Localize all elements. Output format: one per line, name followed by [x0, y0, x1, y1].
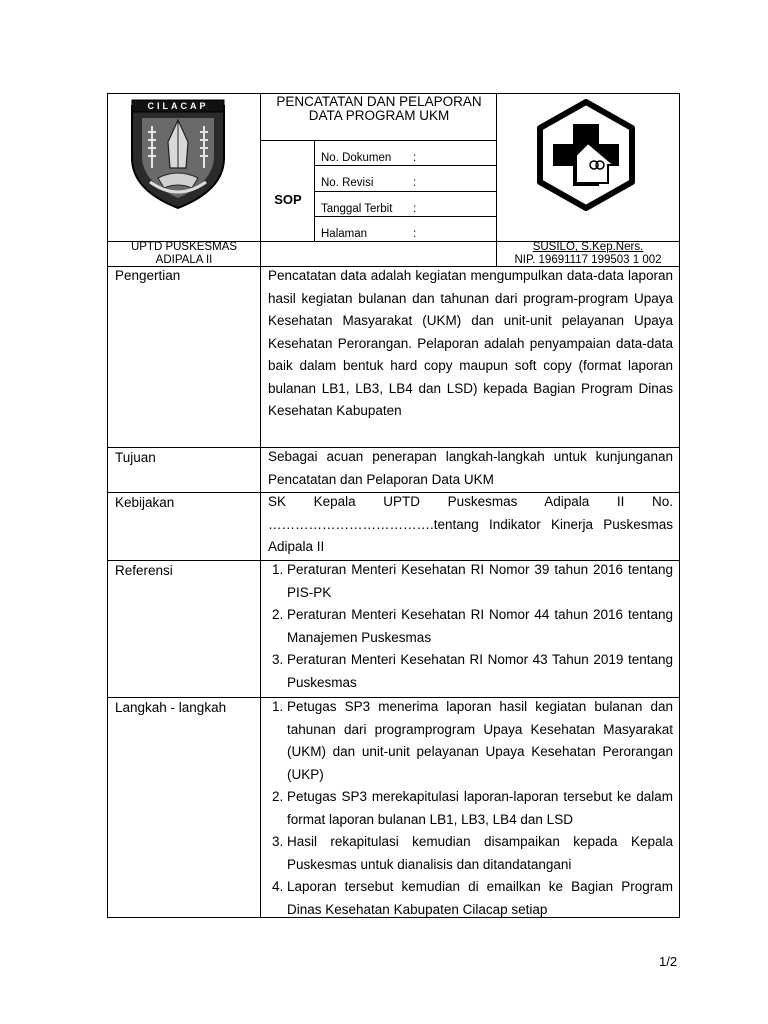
meta-value: :	[413, 228, 417, 240]
meta-value: :	[413, 177, 417, 189]
table-border-right	[679, 93, 680, 918]
page-number: 1/2	[659, 954, 678, 969]
label-tujuan: Tujuan	[115, 450, 156, 465]
referensi-list	[268, 559, 673, 694]
meta-row-tanggal	[321, 203, 491, 215]
document-title: PENCATATAN DAN PELAPORAN DATA PROGRAM UKM	[276, 94, 482, 123]
sop-label: SOP	[274, 192, 302, 207]
meta-label: Tanggal Terbit	[321, 203, 393, 215]
organization-name	[108, 241, 260, 266]
label-referensi: Referensi	[115, 563, 173, 578]
signer-name: SUSILO, S.Kep.Ners.	[532, 241, 644, 253]
puskesmas-logo	[536, 99, 636, 211]
table-border-bottom	[107, 917, 680, 918]
signer-nip: NIP. 19691117 199503 1 002	[514, 253, 662, 266]
meta-line-2	[314, 191, 497, 192]
list-item: 3. Peraturan Menteri Kesehatan RI Nomor 43 Tahun 2019 tentang Puskesmas	[287, 649, 673, 694]
kebijakan-text: SK Kepala UPTD Puskesmas Adipala II No. ……………………………….tentang Indikator Kinerja Puskesmas Adipala II	[268, 494, 673, 554]
header-divider-left	[260, 93, 261, 918]
label-langkah: Langkah - langkah	[115, 700, 227, 715]
content-kebijakan	[268, 491, 673, 559]
content-tujuan	[268, 446, 673, 491]
list-item: 2. Petugas SP3 merekapitulasi laporan-laporan tersebut ke dalam format laporan bulanan LB1, LB3, LB4 dan LSD	[287, 786, 673, 831]
signer-block	[497, 241, 679, 266]
label-pengertian: Pengertian	[115, 268, 181, 283]
tujuan-text: Sebagai acuan penerapan langkah-langkah untuk kunjunganan Pencatatan dan Pelaporan Data UKM	[268, 449, 673, 487]
pengertian-text: Pencatatan data adalah kegiatan mengumpulkan data-data laporan hasil kegiatan bulanan dan tahunan dari program-program Upaya Kesehatan Masyarakat (UKM) dan unit-unit pelayanan Upaya Kesehatan Perorangan. Pelaporan adalah penyampaian data-data baik dalam bentuk hard copy maupun soft copy (format laporan bulanan LB1, LB3, LB4 dan LSD) kepada Bagian Program Dinas Kesehatan Kabupaten	[268, 268, 673, 418]
list-item: 1. Petugas SP3 menerima laporan hasil kegiatan bulanan dan tahunan dari programprogram Upaya Kesehatan Masyarakat (UKM) dan unit-unit pelayanan Upaya Kesehatan Perorangan (UKP)	[287, 696, 673, 786]
meta-label: No. Revisi	[321, 177, 374, 189]
meta-line-3	[314, 216, 497, 217]
org-line-1: UPTD PUSKESMAS	[130, 241, 238, 253]
meta-label: No. Dokumen	[321, 152, 392, 164]
table-border-left	[107, 93, 108, 918]
meta-row-revisi	[321, 177, 491, 189]
list-item: 1. Peraturan Menteri Kesehatan RI Nomor 39 tahun 2016 tentang PIS-PK	[287, 559, 673, 604]
crest-label: CILACAP	[147, 101, 209, 111]
meta-row-halaman	[321, 228, 491, 240]
list-item: 3. Hasil rekapitulasi kemudian disampaikan kepada Kepala Puskesmas untuk dianalisis dan ditandatangani	[287, 831, 673, 876]
title-bottom-line	[260, 140, 497, 141]
content-referensi	[268, 559, 673, 694]
list-item: 4. Laporan tersebut kemudian di emailkan ke Bagian Program Dinas Kesehatan Kabupaten Cilacap setiap	[287, 876, 673, 917]
meta-row-dokumen	[321, 152, 491, 164]
label-kebijakan: Kebijakan	[115, 495, 175, 510]
meta-value: :	[413, 152, 417, 164]
cilacap-crest-logo	[128, 98, 228, 210]
meta-label: Halaman	[321, 228, 368, 240]
list-item: 2. Peraturan Menteri Kesehatan RI Nomor 44 tahun 2016 tentang Manajemen Puskesmas	[287, 604, 673, 649]
org-line-2: ADIPALA II	[155, 253, 213, 266]
content-pengertian	[268, 265, 673, 423]
meta-line-1	[314, 165, 497, 166]
langkah-list	[268, 696, 673, 917]
meta-value: :	[413, 203, 417, 215]
content-langkah	[268, 696, 673, 917]
